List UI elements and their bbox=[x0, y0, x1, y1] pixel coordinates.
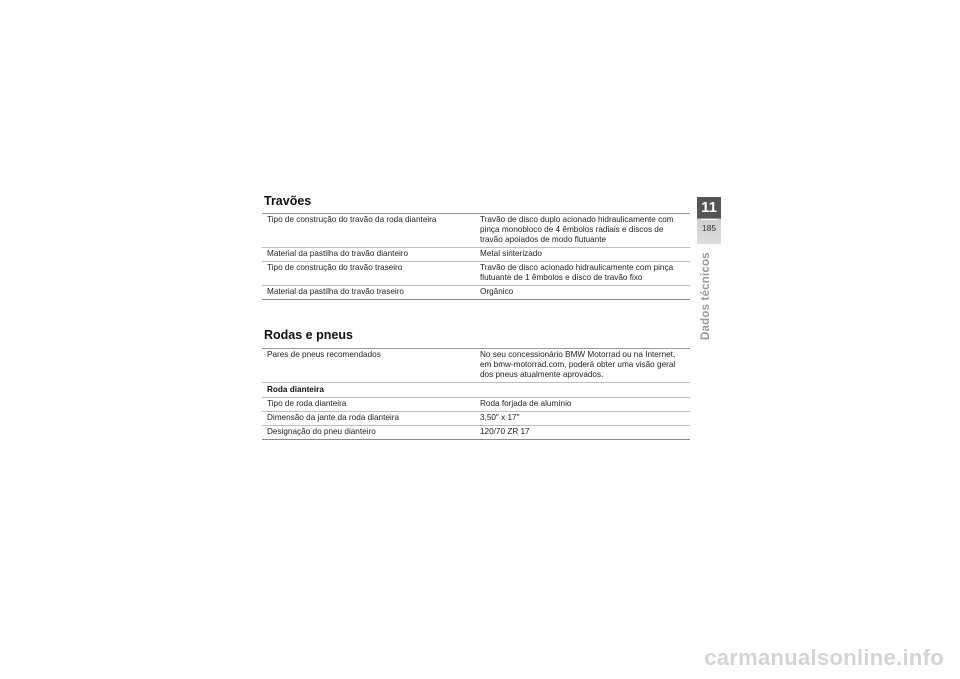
spec-value: Travão de disco acionado hidraulicamente com pinça flutuante de 1 êmbolos e disco de travão fixo bbox=[475, 262, 690, 286]
table-subheading-row bbox=[262, 383, 690, 398]
spec-label: Pares de pneus recomendados bbox=[262, 349, 475, 383]
table-row bbox=[262, 286, 690, 300]
spec-label: Designação do pneu dianteiro bbox=[262, 426, 475, 440]
wheels-spec-table bbox=[262, 348, 690, 440]
spec-value: Orgânico bbox=[475, 286, 690, 300]
table-row bbox=[262, 214, 690, 248]
chapter-tab bbox=[697, 197, 721, 244]
spec-label: Material da pastilha do travão dianteiro bbox=[262, 248, 475, 262]
spec-value: 120/70 ZR 17 bbox=[475, 426, 690, 440]
spec-label: Material da pastilha do travão traseiro bbox=[262, 286, 475, 300]
spec-label: Tipo de construção do travão da roda dianteira bbox=[262, 214, 475, 248]
spec-label: Tipo de construção do travão traseiro bbox=[262, 262, 475, 286]
brakes-spec-table bbox=[262, 213, 690, 300]
table-row bbox=[262, 262, 690, 286]
front-wheel-subheading: Roda dianteira bbox=[262, 383, 690, 398]
spec-value: Metal sinterizado bbox=[475, 248, 690, 262]
section-title-wheels-tyres: Rodas e pneus bbox=[264, 328, 353, 342]
table-row bbox=[262, 426, 690, 440]
table-row bbox=[262, 398, 690, 412]
chapter-side-title: Dados técnicos bbox=[700, 252, 712, 340]
watermark: carmanualsonline.info bbox=[704, 645, 944, 670]
spec-label: Dimensão da jante da roda dianteira bbox=[262, 412, 475, 426]
section-title-brakes: Travões bbox=[264, 194, 312, 208]
spec-value: Travão de disco duplo acionado hidraulicamente com pinça monobloco de 4 êmbolos radiais e discos de travão apoiados de modo flutuante bbox=[475, 214, 690, 248]
table-row bbox=[262, 349, 690, 383]
chapter-number: 11 bbox=[701, 199, 717, 216]
spec-value: 3,50" x 17" bbox=[475, 412, 690, 426]
spec-value: Roda forjada de alumínio bbox=[475, 398, 690, 412]
table-row bbox=[262, 412, 690, 426]
table-row bbox=[262, 248, 690, 262]
chapter-divider bbox=[701, 219, 717, 220]
spec-value: No seu concessionário BMW Motorrad ou na Internet, em bmw-motorrad.com, poderá obter uma visão geral dos pneus atualmente aprovados. bbox=[475, 349, 690, 383]
page-number: 185 bbox=[701, 223, 717, 233]
spec-label: Tipo de roda dianteira bbox=[262, 398, 475, 412]
